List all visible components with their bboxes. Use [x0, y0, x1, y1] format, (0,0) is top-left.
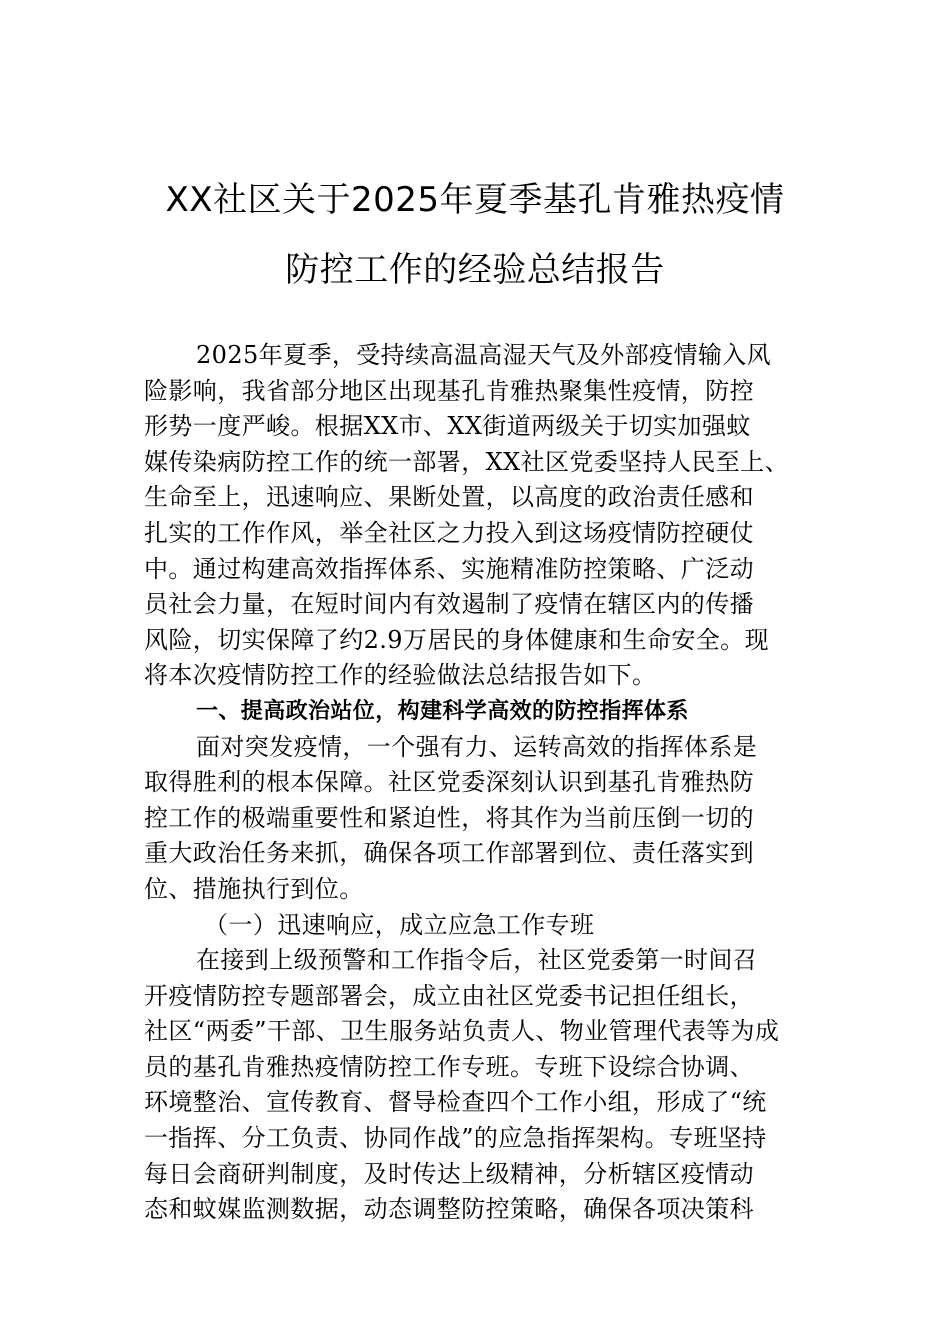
- document-title-line-1: XX社区关于2025年夏季基孔肯雅热疫情: [165, 180, 785, 220]
- paragraph-line: 员的基孔肯雅热疫情防控工作专班。专班下设综合协调、: [144, 1052, 754, 1081]
- paragraph-line: 重大政治任务来抓，确保各项工作部署到位、责任落实到: [144, 839, 754, 868]
- paragraph-line: 员社会力量，在短时间内有效遏制了疫情在辖区内的传播: [144, 590, 754, 619]
- paragraph-line: 开疫情防控专题部署会，成立由社区党委书记担任组长，: [144, 981, 754, 1010]
- paragraph-line: 态和蚊媒监测数据，动态调整防控策略，确保各项决策科: [144, 1195, 754, 1224]
- paragraph-line: 生命至上，迅速响应、果断处置，以高度的政治责任感和: [144, 483, 754, 512]
- document-title-line-2: 防控工作的经验总结报告: [285, 250, 665, 290]
- paragraph-line: 社区“两委”干部、卫生服务站负责人、物业管理代表等为成: [144, 1017, 780, 1046]
- paragraph-line: 中。通过构建高效指挥体系、实施精准防控策略、广泛动: [144, 554, 754, 583]
- paragraph-line: 取得胜利的根本保障。社区党委深刻认识到基孔肯雅热防: [144, 768, 754, 797]
- paragraph-line: 2025年夏季，受持续高温高湿天气及外部疫情输入风: [196, 341, 772, 369]
- paragraph-line: 险影响，我省部分地区出现基孔肯雅热聚集性疫情，防控: [144, 376, 754, 405]
- paragraph-line: 位、措施执行到位。: [144, 874, 364, 903]
- paragraph-line: 媒传染病防控工作的统一部署，XX社区党委坚持人民至上、: [144, 447, 789, 476]
- paragraph-line: 将本次疫情防控工作的经验做法总结报告如下。: [144, 661, 657, 690]
- section-heading: 一、提高政治站位，构建科学高效的防控指挥体系: [196, 698, 689, 724]
- paragraph-line: 风险，切实保障了约2.9万居民的身体健康和生命安全。现: [144, 625, 769, 654]
- document-body: [144, 338, 812, 1228]
- paragraph-line: 控工作的极端重要性和紧迫性，将其作为当前压倒一切的: [144, 803, 754, 832]
- paragraph-line: 扎实的工作作风，举全社区之力投入到这场疫情防控硬仗: [144, 518, 754, 547]
- paragraph-line: 每日会商研判制度，及时传达上级精神，分析辖区疫情动: [144, 1159, 754, 1188]
- paragraph-line: 面对突发疫情，一个强有力、运转高效的指挥体系是: [196, 732, 758, 761]
- subsection-heading: （一）迅速响应，成立应急工作专班: [204, 910, 595, 939]
- paragraph-line: 一指挥、分工负责、协同作战”的应急指挥架构。专班坚持: [144, 1124, 767, 1153]
- paragraph-line: 在接到上级预警和工作指令后，社区党委第一时间召: [196, 946, 758, 975]
- paragraph-line: 环境整治、宣传教育、督导检查四个工作小组，形成了“统: [144, 1088, 767, 1117]
- paragraph-line: 形势一度严峻。根据XX市、XX街道两级关于切实加强蚊: [144, 412, 751, 441]
